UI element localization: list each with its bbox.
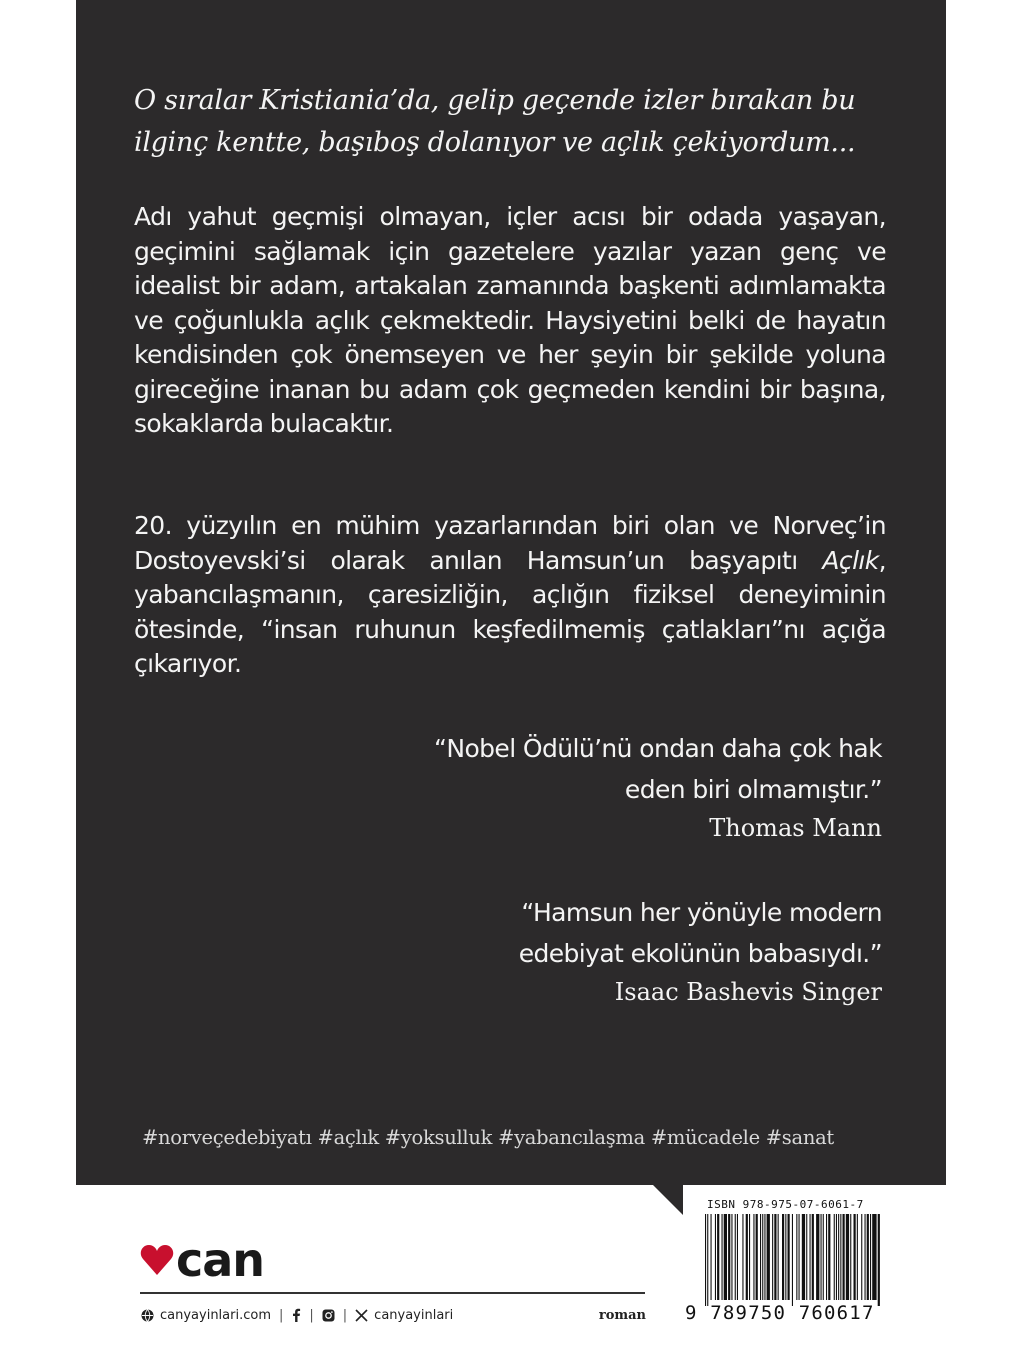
barcode-bar [812,1214,814,1300]
barcode-bar [792,1214,793,1306]
epigraph: O sıralar Kristiania’da, gelip geçende izler bırakan bu ilginç kentte, başıboş dolanıyor ve açlık çekiyordum... [134,85,856,158]
publisher-footer [141,1304,646,1326]
barcode-bar [705,1214,706,1306]
blurb-paragraph-2-start: 20. yüzyılın en mühim yazarlarından biri olan ve Norveç’in Dostoyevski’si olarak anılan Hamsun’un başyapıtı [134,511,886,575]
cover-notch [653,1185,683,1215]
barcode-bar [865,1214,866,1300]
separator: | [309,1307,314,1323]
isbn-label: ISBN 978-975-07-6061-7 [707,1198,864,1211]
isbn-barcode [685,1196,885,1326]
barcode-bar [756,1214,758,1300]
barcode-bar [767,1214,770,1300]
barcode-bar [796,1214,797,1300]
x-icon[interactable] [355,1309,368,1322]
review-quote-1 [434,728,882,846]
barcode-bar [749,1214,750,1300]
barcode-bar [872,1214,876,1300]
quote-author: Thomas Mann [709,814,882,842]
barcode-bar [854,1214,856,1300]
barcode-bar [778,1214,779,1300]
barcode-bar [826,1214,827,1300]
quote-line: eden biri olmamıştır.” [624,775,882,804]
barcode-bar [707,1214,708,1306]
logo-wordmark: can [176,1233,265,1287]
hashtags: #norveçedebiyatı #açlık #yoksulluk #yabancılaşma #mücadele #sanat [142,1126,834,1149]
separator: | [342,1307,348,1323]
barcode-bar [731,1214,732,1300]
social-handle[interactable]: canyayinlari [374,1307,454,1323]
barcode-bar [878,1214,880,1306]
separator: | [279,1307,284,1323]
back-cover-panel [76,0,946,1185]
review-quote-2 [519,892,882,1010]
barcode-bar [867,1214,869,1300]
barcode-bar [840,1214,841,1300]
barcode-number: 9 789750 760617 [685,1302,875,1324]
facebook-icon[interactable] [291,1308,301,1322]
barcode-bar [785,1214,786,1300]
barcode-bar [724,1214,727,1300]
barcode-bar [722,1214,723,1300]
barcode-bar [760,1214,761,1300]
barcode-bar [846,1214,849,1300]
barcode-bar [735,1214,736,1300]
barcode-bar [836,1214,837,1300]
barcode-bar [821,1214,822,1300]
barcode-bar [834,1214,835,1300]
barcode-bar [816,1214,819,1300]
barcode-bar [762,1214,763,1300]
instagram-icon[interactable] [322,1309,335,1322]
barcode-bar [737,1214,738,1300]
barcode-bar [753,1214,754,1300]
barcode-bar [742,1214,743,1300]
barcode-bar [717,1214,719,1300]
blurb-paragraph-2 [134,509,886,682]
barcode-bar [828,1214,830,1300]
quote-line: “Nobel Ödülü’nü ondan daha çok hak [434,734,882,763]
quote-line: edebiyat ekolünün babasıydı.” [518,939,882,968]
blurb-paragraph-2-end: , yabancılaşmanın, çaresizliğin, açlığın fiziksel deneyiminin ötesinde, “insan ruhunun keşfedilmemiş çatlakları”nı açığa çıkarıyor. [134,545,886,678]
blurb-paragraph-1: Adı yahut geçmişi olmayan, içler acısı bir odada yaşayan, geçimini sağlamak için gazetelere yazılar yazan genç ve idealist bir adam, artakalan zamanında başkenti adımlamakta ve çoğunlukla açlık çekmektedir. Haysiyetini belki de hayatın kendisinden çok önemseyen ve her şeyin bir şekilde yoluna gireceğine inanan bu adam çok geçmeden kendini bir başına, sokaklarda bulacaktır. [134,202,886,438]
barcode-bar [728,1214,730,1300]
website-link[interactable]: canyayinlari.com [160,1307,271,1323]
barcode-bar [870,1214,871,1300]
barcode-bar [861,1214,862,1300]
book-title: Açlık [822,545,879,575]
barcode-bar [772,1214,773,1300]
barcode-bar [802,1214,805,1300]
barcode-bars [705,1214,881,1306]
quote-author: Isaac Bashevis Singer [614,978,882,1006]
barcode-bar [843,1214,845,1300]
barcode-bar [823,1214,824,1300]
barcode-bar [764,1214,765,1300]
barcode-bar [799,1214,800,1300]
barcode-bar [857,1214,858,1300]
heart-icon [140,1244,174,1276]
genre-label: roman [598,1307,646,1323]
publisher-logo [140,1233,265,1287]
barcode-bar [746,1214,748,1300]
barcode-bar [774,1214,776,1300]
barcode-bar [788,1214,790,1300]
barcode-bar [838,1214,839,1300]
footer-divider [140,1292,645,1294]
barcode-bar [806,1214,807,1300]
barcode-bar [711,1214,712,1300]
barcode-bar [810,1214,811,1300]
globe-icon [141,1309,154,1322]
barcode-bar [782,1214,784,1300]
barcode-bar [850,1214,851,1300]
barcode-bar [715,1214,716,1300]
quote-line: “Hamsun her yönüyle modern [521,898,882,927]
